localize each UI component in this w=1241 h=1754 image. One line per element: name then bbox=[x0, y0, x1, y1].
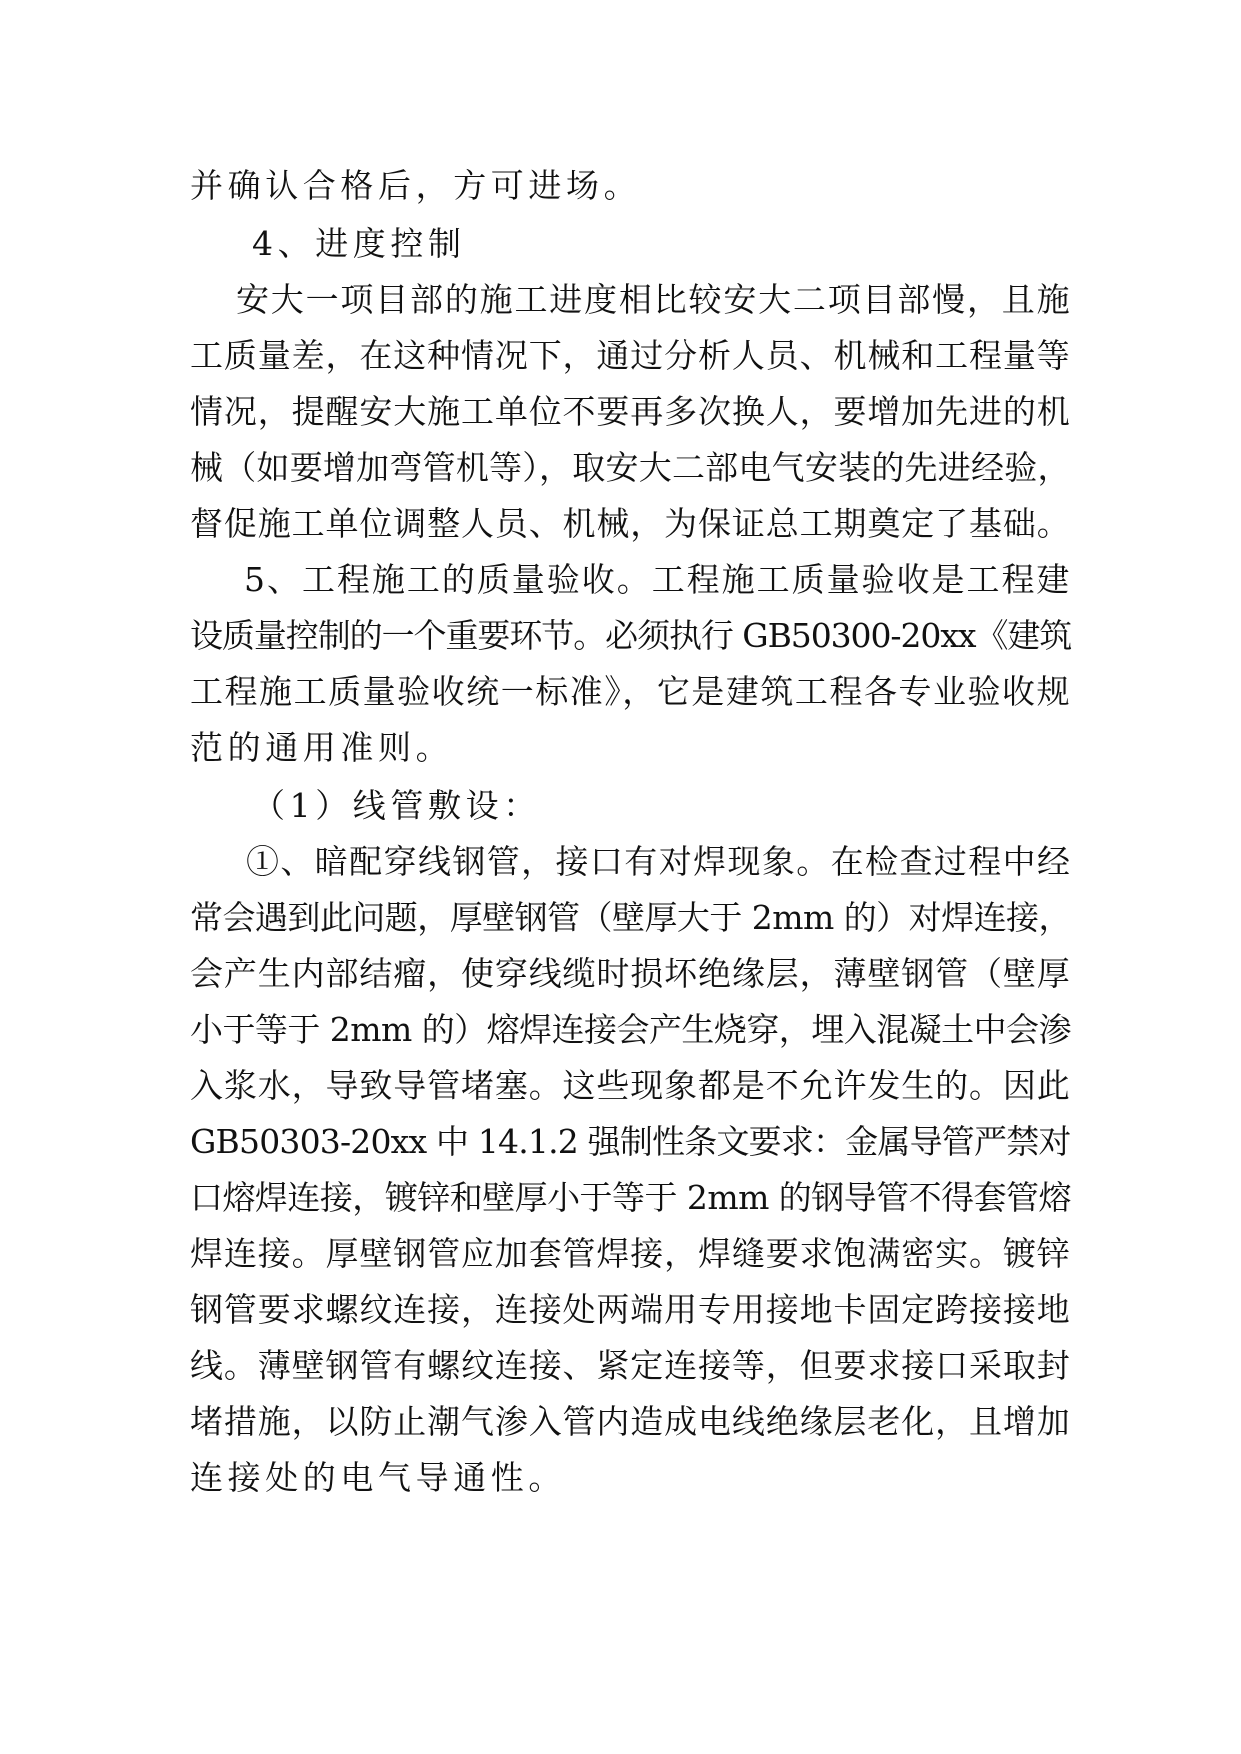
section-heading: 4、进度控制 bbox=[252, 224, 466, 263]
text-line: 小于等于 2mm 的）熔焊连接会产生烧穿，埋入混凝土中会渗 bbox=[190, 1010, 1071, 1049]
text-line: 并确认合格后，方可进场。 bbox=[190, 166, 642, 205]
text-line: ①、暗配穿线钢管，接口有对焊现象。在检查过程中经 bbox=[246, 842, 1072, 881]
subsection-heading: （1）线管敷设： bbox=[252, 786, 541, 825]
text-line: 连接处的电气导通性。 bbox=[190, 1458, 566, 1497]
text-line: 工质量差，在这种情况下，通过分析人员、机械和工程量等 bbox=[190, 336, 1071, 375]
text-line: 线。薄壁钢管有螺纹连接、紧定连接等，但要求接口采取封 bbox=[190, 1346, 1071, 1385]
text-line: 焊连接。厚壁钢管应加套管焊接，焊缝要求饱满密实。镀锌 bbox=[190, 1234, 1071, 1273]
text-line: 督促施工单位调整人员、机械，为保证总工期奠定了基础。 bbox=[190, 504, 1071, 543]
text-line: 口熔焊连接，镀锌和壁厚小于等于 2mm 的钢导管不得套管熔 bbox=[190, 1178, 1071, 1217]
text-line: 钢管要求螺纹连接，连接处两端用专用接地卡固定跨接接地 bbox=[190, 1290, 1071, 1329]
text-line: 会产生内部结瘤，使穿线缆时损坏绝缘层，薄壁钢管（壁厚 bbox=[190, 954, 1071, 993]
section-heading: 5、工程施工的质量验收。工程施工质量验收是工程建 bbox=[244, 560, 1072, 599]
text-line: 入浆水，导致导管堵塞。这些现象都是不允许发生的。因此 bbox=[190, 1066, 1071, 1105]
text-line: 安大一项目部的施工进度相比较安大二项目部慢，且施 bbox=[236, 280, 1072, 319]
text-line: 械（如要增加弯管机等），取安大二部电气安装的先进经验， bbox=[190, 448, 1071, 487]
text-line: 堵措施，以防止潮气渗入管内造成电线绝缘层老化，且增加 bbox=[190, 1402, 1071, 1441]
text-line: 情况，提醒安大施工单位不要再多次换人，要增加先进的机 bbox=[190, 392, 1071, 431]
text-line: 工程施工质量验收统一标准》，它是建筑工程各专业验收规 bbox=[190, 672, 1072, 711]
text-line: GB50303-20xx 中 14.1.2 强制性条文要求：金属导管严禁对 bbox=[190, 1122, 1071, 1161]
text-line: 常会遇到此问题，厚壁钢管（壁厚大于 2mm 的）对焊连接， bbox=[190, 898, 1071, 937]
text-line: 范的通用准则。 bbox=[190, 728, 454, 767]
text-line: 设质量控制的一个重要环节。必须执行 GB50300-20xx《建筑 bbox=[190, 616, 1072, 655]
